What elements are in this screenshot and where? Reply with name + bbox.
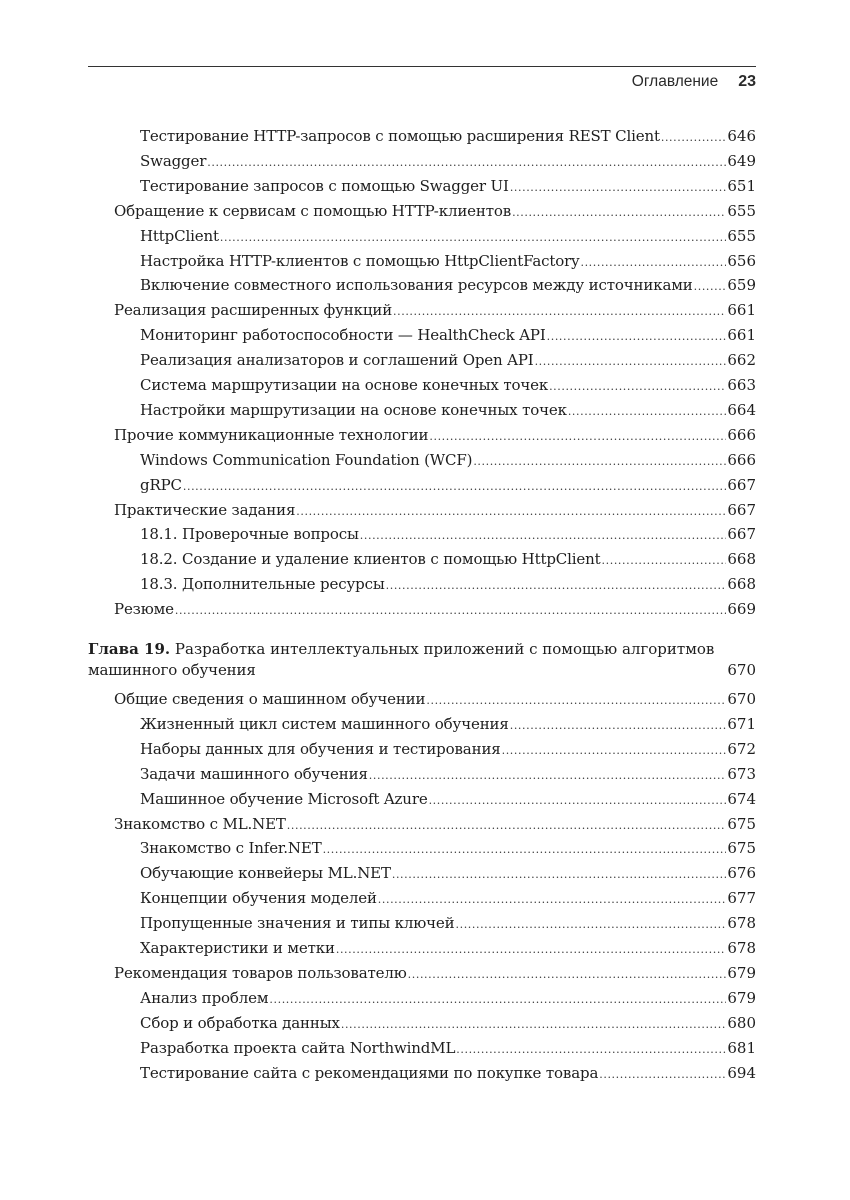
toc-entry-title: Реализация расширенных функций	[114, 301, 393, 320]
dot-leader	[408, 965, 727, 985]
toc-entry-title: 18.1. Проверочные вопросы	[140, 525, 359, 544]
toc-entry-page: 667	[727, 525, 756, 544]
dot-leader	[694, 277, 727, 297]
toc-entry-page: 662	[727, 351, 756, 370]
toc-entry-title: Задачи машинного обучения	[140, 764, 368, 783]
toc-entry-page: 667	[727, 475, 756, 494]
toc-entry-page: 667	[727, 500, 756, 519]
toc-entry-page: 677	[727, 889, 756, 908]
toc-section-entry[interactable]	[114, 500, 756, 522]
toc-entry-page: 669	[727, 600, 756, 619]
toc-subsection-entry[interactable]	[140, 251, 756, 273]
toc-subsection-entry[interactable]	[140, 789, 756, 811]
dot-leader	[296, 502, 726, 522]
toc-subsection-entry[interactable]	[140, 1038, 756, 1060]
toc-entry-page: 659	[727, 276, 756, 295]
toc-subsection-entry[interactable]	[140, 450, 756, 472]
dot-leader	[547, 327, 727, 347]
toc-entry-page: 675	[727, 839, 756, 858]
toc-subsection-entry[interactable]	[140, 574, 756, 596]
toc-entry-title: Машинное обучение Microsoft Azure	[140, 789, 428, 808]
running-head	[632, 73, 756, 91]
toc-entry-title: Рекомендация товаров пользователю	[114, 963, 407, 982]
toc-subsection-entry[interactable]	[140, 1013, 756, 1035]
dot-leader	[580, 253, 726, 273]
section-title: Оглавление	[631, 73, 719, 90]
toc-entry-title: gRPC	[140, 475, 182, 494]
toc-entry-page: 673	[727, 764, 756, 783]
toc-entry-page: 678	[727, 939, 756, 957]
toc-entry-title: Настройка HTTP-клиентов с помощью HttpClientFactory	[140, 251, 580, 270]
chapter-title: Разработка интеллектуальных приложений с помощью алгоритмов	[174, 640, 715, 658]
toc-entry-page: 672	[727, 739, 756, 758]
toc-entry-page: 663	[727, 376, 756, 394]
dot-leader	[323, 840, 727, 860]
toc-subsection-entry[interactable]	[140, 838, 756, 860]
chapter-label: Глава 19.	[88, 640, 171, 658]
toc-entry-page: 668	[727, 575, 756, 594]
toc-entry-page: 678	[727, 914, 756, 933]
toc-entry-page: 649	[727, 151, 756, 170]
toc-entry-title: 18.3. Дополнительные ресурсы	[140, 575, 385, 594]
toc-entry-page: 668	[727, 550, 756, 569]
toc-entry-title: Обучающие конвейеры ML.NET	[140, 864, 391, 883]
toc-subsection-entry[interactable]	[140, 714, 756, 736]
toc-section-entry[interactable]	[114, 689, 756, 711]
toc-entry-title: Жизненный цикл систем машинного обучения	[140, 714, 509, 733]
dot-leader	[568, 402, 727, 422]
toc-entry-title: Windows Communication Foundation (WCF)	[140, 450, 473, 469]
chapter-title-cont: машинного обучения	[88, 661, 256, 679]
toc-entry-page: 675	[727, 814, 756, 833]
toc-entry-title: Сбор и обработка данных	[140, 1013, 340, 1032]
dot-leader	[287, 816, 727, 836]
toc-entry-title: Знакомство с ML.NET	[114, 814, 286, 833]
toc-entry-title: HttpClient	[140, 226, 219, 245]
toc-entry-page: 681	[727, 1038, 756, 1057]
dot-leader	[599, 1065, 726, 1085]
dot-leader	[369, 766, 727, 786]
toc-entry-page: 661	[727, 301, 756, 320]
header-rule	[88, 66, 756, 67]
chapter-title-line1	[88, 638, 756, 660]
toc-entry-page: 651	[727, 176, 756, 195]
toc-subsection-entry[interactable]	[140, 176, 756, 198]
dot-leader	[175, 601, 727, 621]
toc-entry-title: Swagger	[140, 151, 207, 170]
toc-subsection-entry[interactable]	[140, 325, 756, 347]
toc-subsection-entry[interactable]	[140, 524, 756, 546]
toc-entry-page: 680	[727, 1013, 756, 1032]
dot-leader	[336, 940, 727, 960]
toc-entry-title: Прочие коммуникационные технологии	[114, 425, 429, 444]
chapter-title-line2	[88, 660, 756, 682]
toc-entry-title: Тестирование сайта с рекомендациями по покупке товара	[140, 1063, 599, 1082]
dot-leader	[661, 128, 727, 148]
toc-subsection-entry[interactable]	[140, 739, 756, 761]
toc-subsection-entry[interactable]	[140, 151, 756, 173]
dot-leader	[183, 477, 726, 497]
dot-leader	[220, 228, 726, 248]
toc-entry-title: Наборы данных для обучения и тестирования	[140, 739, 501, 758]
toc-section-entry[interactable]	[114, 201, 756, 223]
page-number: 23	[738, 73, 756, 90]
chapter-page: 670	[727, 661, 756, 679]
toc-section-entry[interactable]	[114, 963, 756, 985]
toc-entry-page: 694	[727, 1063, 756, 1082]
toc-subsection-entry[interactable]	[140, 126, 756, 148]
toc-entry-title: Реализация анализаторов и соглашений Open API	[140, 351, 534, 370]
toc-entry-page: 679	[727, 988, 756, 1007]
toc-entry-title: Характеристики и метки	[140, 939, 335, 957]
toc-entry-title: Мониторинг работоспособности — HealthCheck API	[140, 326, 546, 345]
toc-entry-title: Тестирование запросов с помощью Swagger UI	[140, 176, 509, 195]
dot-leader	[456, 915, 727, 935]
toc-entry-page: 666	[727, 425, 756, 444]
dot-leader	[392, 865, 727, 885]
toc-entry-title: 18.2. Создание и удаление клиентов с помощью HttpClient	[140, 550, 601, 569]
toc-entry-page: 646	[727, 127, 756, 145]
dot-leader	[502, 741, 727, 761]
dot-leader	[429, 791, 727, 811]
dot-leader	[207, 153, 726, 173]
dot-leader	[269, 990, 726, 1010]
dot-leader	[549, 377, 726, 397]
toc-subsection-entry[interactable]	[140, 863, 756, 885]
toc-section-entry[interactable]	[114, 814, 756, 836]
dot-leader	[535, 352, 727, 372]
toc-entry-title: Обращение к сервисам с помощью HTTP-клиентов	[114, 201, 512, 220]
toc-entry-page: 676	[727, 864, 756, 883]
toc-subsection-entry[interactable]	[140, 1063, 756, 1085]
toc-entry-title: Пропущенные значения и типы ключей	[140, 914, 455, 933]
toc-entry-title: Настройки маршрутизации на основе конечных точек	[140, 400, 567, 419]
chapter-19-entry[interactable]	[88, 638, 756, 682]
toc-entry-title: Разработка проекта сайта NorthwindML	[140, 1038, 456, 1057]
toc-subsection-entry[interactable]	[140, 938, 756, 960]
dot-leader	[386, 576, 727, 596]
toc-subsection-entry[interactable]	[140, 549, 756, 571]
toc-subsection-entry[interactable]	[140, 375, 756, 397]
toc-entry-page: 664	[727, 400, 756, 419]
toc-subsection-entry[interactable]	[140, 275, 756, 297]
dot-leader	[429, 427, 726, 447]
dot-leader	[512, 203, 726, 223]
toc-entry-page: 670	[727, 690, 756, 708]
toc-entry-title: Тестирование HTTP-запросов с помощью расширения REST Client	[140, 127, 660, 145]
toc-entry-title: Резюме	[114, 600, 174, 619]
toc-entry-page: 661	[727, 326, 756, 345]
toc-entry-page: 666	[727, 450, 756, 469]
toc-entry-page: 655	[727, 226, 756, 245]
toc-entry-page: 674	[727, 789, 756, 808]
dot-leader	[393, 302, 726, 322]
toc-subsection-entry[interactable]	[140, 988, 756, 1010]
toc-subsection-entry[interactable]	[140, 764, 756, 786]
toc-entry-title: Знакомство с Infer.NET	[140, 839, 322, 858]
toc-entry-title: Общие сведения о машинном обучении	[114, 690, 426, 708]
dot-leader	[510, 716, 727, 736]
dot-leader	[602, 551, 727, 571]
toc-entry-page: 655	[727, 201, 756, 220]
dot-leader	[473, 452, 726, 472]
toc-subsection-entry[interactable]	[140, 475, 756, 497]
toc-section-entry[interactable]	[114, 425, 756, 447]
toc-entry-title: Включение совместного использования ресурсов между источниками	[140, 276, 693, 295]
toc-subsection-entry[interactable]	[140, 226, 756, 248]
dot-leader	[456, 1040, 726, 1060]
toc-subsection-entry[interactable]	[140, 350, 756, 372]
dot-leader	[378, 890, 727, 910]
dot-leader	[360, 526, 727, 546]
toc-subsection-entry[interactable]	[140, 888, 756, 910]
dot-leader	[510, 178, 727, 198]
toc-entry-page: 656	[727, 251, 756, 270]
toc-entry-title: Практические задания	[114, 500, 296, 519]
toc-section-entry[interactable]	[114, 300, 756, 322]
dot-leader	[341, 1015, 727, 1035]
toc-entry-title: Анализ проблем	[140, 988, 269, 1007]
toc-entry-page: 671	[727, 714, 756, 733]
toc-entry-page: 679	[727, 963, 756, 982]
toc-subsection-entry[interactable]	[140, 400, 756, 422]
dot-leader	[426, 691, 726, 711]
toc-subsection-entry[interactable]	[140, 913, 756, 935]
toc-entry-title: Концепции обучения моделей	[140, 889, 377, 908]
toc-entry-title: Система маршрутизации на основе конечных точек	[140, 376, 549, 394]
toc-section-entry[interactable]	[114, 599, 756, 621]
